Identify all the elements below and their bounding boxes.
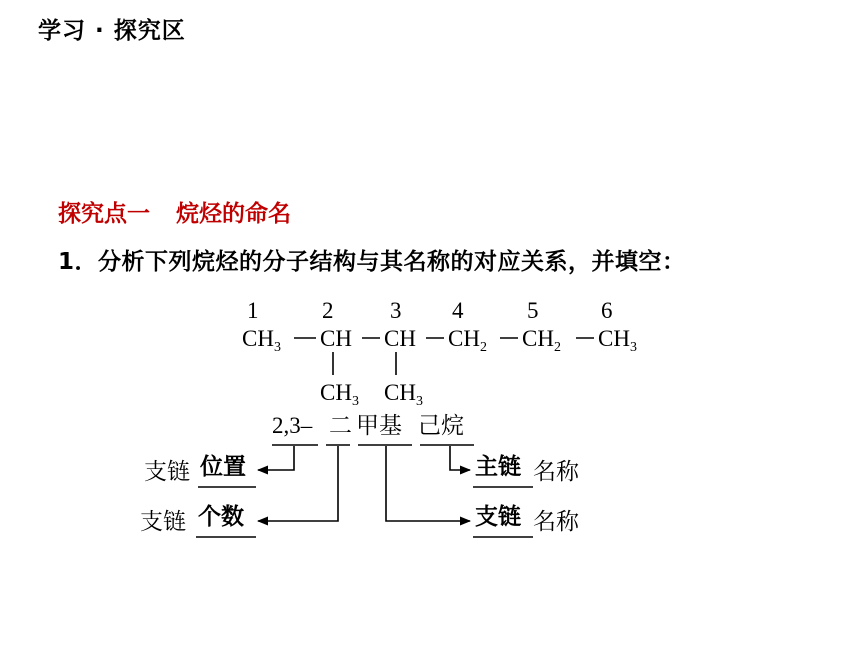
name-branch: 甲基 — [356, 413, 402, 439]
section-topic: 烷烃的命名 — [176, 201, 291, 227]
page-header: 学习 · 探究区 — [38, 18, 186, 44]
position-number: 3 — [390, 298, 402, 323]
carbon-group: CH2 — [522, 326, 561, 355]
carbon-group: CH3 — [242, 326, 281, 355]
position-number: 2 — [322, 298, 334, 323]
left-top-answer: 位置 — [200, 454, 246, 480]
annotations — [140, 453, 580, 537]
position-number: 6 — [601, 298, 613, 323]
carbon-group: CH — [320, 326, 352, 351]
position-numbers — [247, 298, 613, 323]
position-number: 4 — [452, 298, 464, 323]
right-top-suffix: 名称 — [533, 459, 579, 485]
arrow-to-main-chain-name — [450, 446, 470, 470]
name-parent: 己烷 — [418, 413, 464, 439]
left-bottom-answer: 个数 — [198, 504, 244, 530]
right-top-answer: 主链 — [475, 454, 521, 480]
arrow-to-branch-name — [386, 446, 470, 521]
branches — [320, 352, 423, 409]
name-count: 二 — [329, 413, 352, 439]
right-bottom-answer: 支链 — [475, 504, 521, 530]
main-chain — [242, 326, 637, 355]
position-number: 5 — [527, 298, 539, 323]
branch-group: CH3 — [384, 380, 423, 409]
right-bottom-suffix: 名称 — [533, 509, 579, 535]
compound-name — [272, 413, 464, 439]
branch-group: CH3 — [320, 380, 359, 409]
left-top-prefix: 支链 — [144, 459, 190, 485]
connector-arrows — [258, 446, 470, 521]
carbon-group: CH — [384, 326, 416, 351]
carbon-group: CH2 — [448, 326, 487, 355]
left-bottom-prefix: 支链 — [140, 509, 186, 535]
section-label: 探究点一 — [58, 201, 150, 227]
arrow-to-count — [258, 446, 338, 521]
question-text: 1．分析下列烷烃的分子结构与其名称的对应关系，并填空： — [58, 249, 686, 275]
position-number: 1 — [247, 298, 259, 323]
carbon-group: CH3 — [598, 326, 637, 355]
arrow-to-position — [258, 446, 294, 470]
name-locants: 2,3– — [272, 413, 313, 438]
